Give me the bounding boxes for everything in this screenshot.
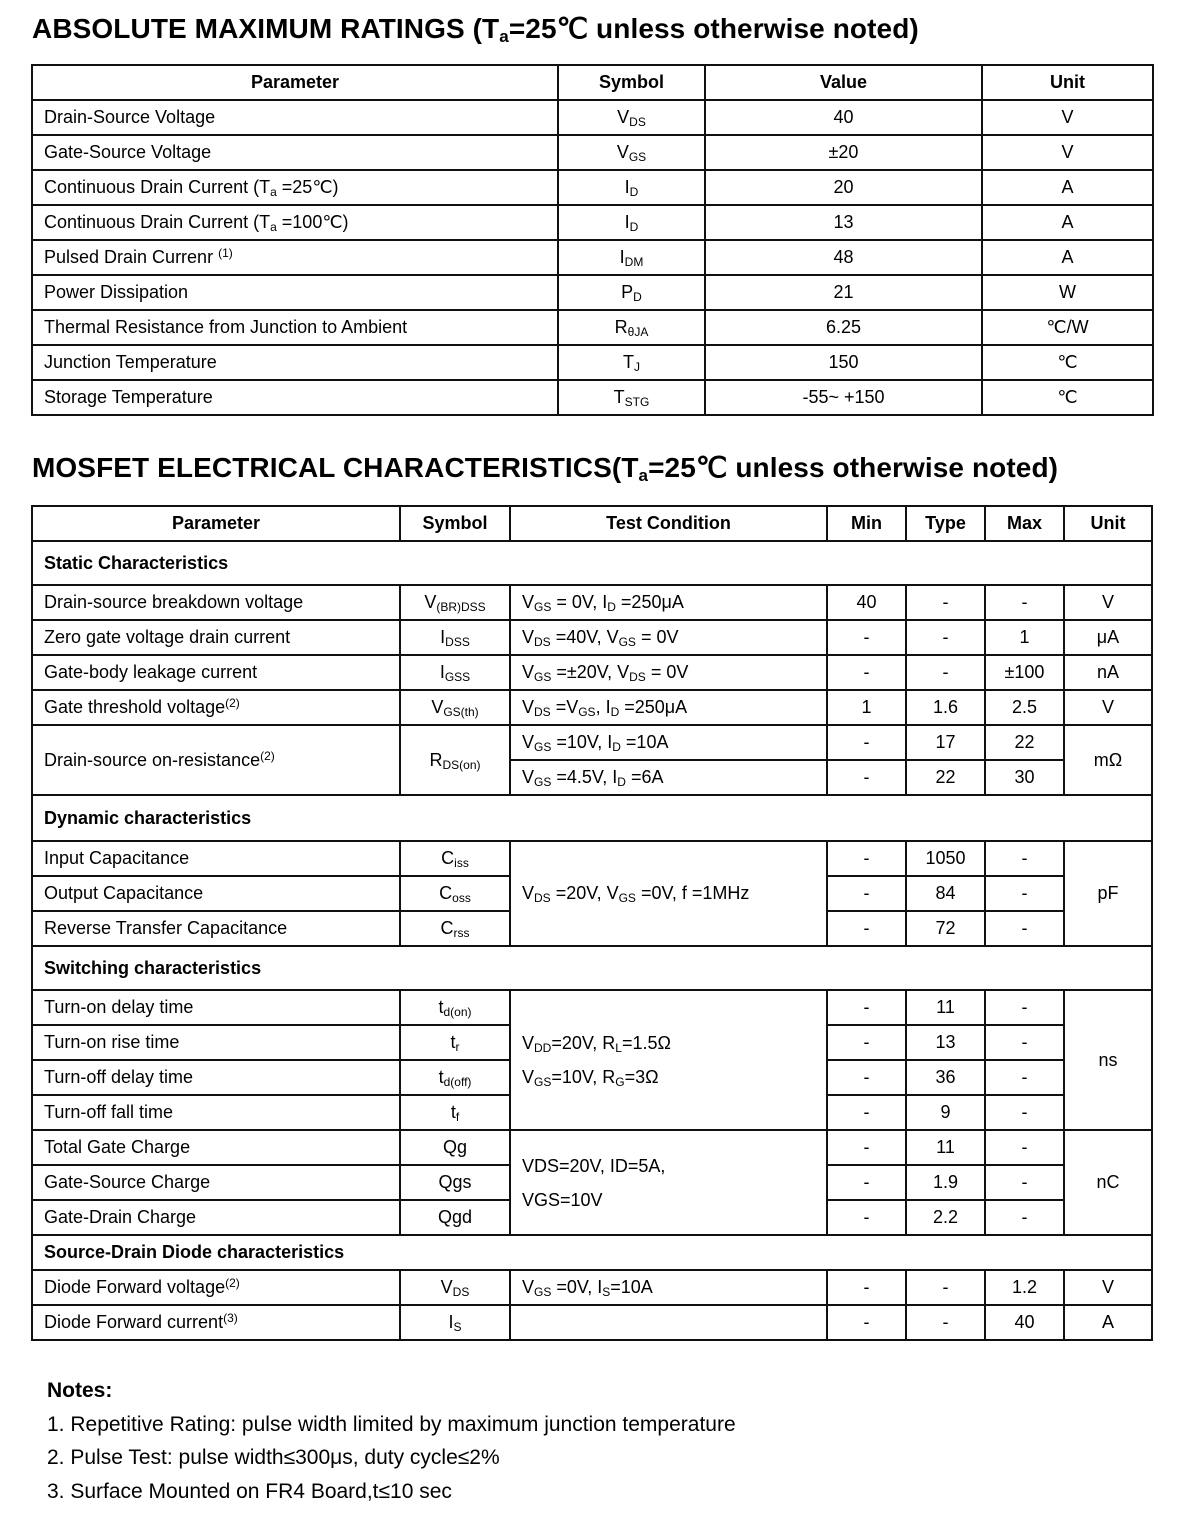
typ-cell: - [906,1270,985,1305]
min-cell: 1 [827,690,906,725]
symbol-cell: $I_S$ [400,1305,510,1340]
condition-cell: $V_{DS} =V_{GS}$, $I_D =250\mu A$ [510,690,827,725]
value-cell: 6.25 [705,310,982,345]
param-cell: Drain-Source Voltage [32,100,558,135]
unit-cell: μA [1064,620,1152,655]
unit-cell: nC [1064,1130,1152,1235]
symbol-cell: Qgd [400,1200,510,1235]
min-cell: - [827,1130,906,1165]
param-cell: Pulsed Drain Currenr $^{(1)}$ [32,240,558,275]
value-cell: 150 [705,345,982,380]
unit-cell: nA [1064,655,1152,690]
condition-cell [510,1305,827,1340]
param-cell: Output Capacitance [32,876,400,911]
symbol-cell: Qgs [400,1165,510,1200]
max-cell: - [985,1095,1064,1130]
table-row [32,310,1153,345]
max-cell: - [985,1130,1064,1165]
table-row [32,990,1152,1025]
symbol-cell: $t_r$ [400,1025,510,1060]
col-header-unit: Unit [982,65,1153,100]
table-header-row [32,506,1152,541]
table-row [32,725,1152,760]
col-header-symbol: Symbol [558,65,705,100]
symbol-cell: $R_{DS(on)}$ [400,725,510,795]
note-item: 2. Pulse Test: pulse width≤300μs, duty cycle≤2% [47,1446,500,1469]
min-cell: - [827,841,906,876]
section-title: Dynamic characteristics [32,795,1152,841]
unit-cell: V [1064,1270,1152,1305]
condition-line: VDS=20V, ID=5A, [522,1155,666,1176]
unit-cell: mΩ [1064,725,1152,795]
condition-cell: $V_{GS} = 0V$, $I_D =250\mu A$ [510,585,827,620]
value-cell: ±20 [705,135,982,170]
max-cell: 1.2 [985,1270,1064,1305]
col-header-value: Value [705,65,982,100]
unit-cell: ℃ [982,345,1153,380]
condition-line: VGS=10V [522,1189,603,1210]
max-cell: - [985,1200,1064,1235]
symbol-cell: $I_{DSS}$ [400,620,510,655]
symbol-cell: $P_D$ [558,275,705,310]
symbol-cell: $I_{DM}$ [558,240,705,275]
symbol-cell: $V_{GS}$ [558,135,705,170]
typ-cell: - [906,655,985,690]
param-cell: Gate-Source Charge [32,1165,400,1200]
note-item: 1. Repetitive Rating: pulse width limited by maximum junction temperature [47,1412,736,1436]
symbol-cell: $I_D$ [558,205,705,240]
param-cell: Diode Forward voltage$^{(2)}$ [32,1270,400,1305]
unit-cell: ℃ [982,380,1153,415]
param-cell: Gate-body leakage current [32,655,400,690]
param-cell: Drain-source breakdown voltage [32,585,400,620]
table-row [32,620,1152,655]
value-cell: 20 [705,170,982,205]
value-cell: 13 [705,205,982,240]
table-row [32,240,1153,275]
min-cell: - [827,655,906,690]
typ-cell: 17 [906,725,985,760]
param-cell: Zero gate voltage drain current [32,620,400,655]
typ-cell: 36 [906,1060,985,1095]
condition-cell: $V_{DS} =20V$, $V_{GS} =0V$, f =1MHz [510,841,827,946]
condition-cell: $V_{GS} =0V$, $I_S=10A$ [510,1270,827,1305]
symbol-cell: $I_{GSS}$ [400,655,510,690]
unit-cell: A [982,205,1153,240]
table-row [32,100,1153,135]
param-cell: Continuous Drain Current ($T_a$ =100℃) [32,205,558,240]
max-cell: - [985,585,1064,620]
symbol-cell: $t_f$ [400,1095,510,1130]
condition-cell: $V_{GS} =4.5V$, $I_D =6A$ [510,760,827,795]
param-cell: Thermal Resistance from Junction to Ambient [32,310,558,345]
min-cell: - [827,1165,906,1200]
max-cell: 2.5 [985,690,1064,725]
table-row [32,345,1153,380]
section-row-diode [32,1235,1152,1270]
max-cell: 1 [985,620,1064,655]
typ-cell: 1.6 [906,690,985,725]
max-cell: 40 [985,1305,1064,1340]
unit-cell: V [1064,585,1152,620]
value-cell: 21 [705,275,982,310]
notes-title: Notes: [47,1379,113,1402]
min-cell: - [827,1200,906,1235]
symbol-cell: $T_J$ [558,345,705,380]
section-title: Switching characteristics [32,946,1152,990]
table-row [32,135,1153,170]
col-header-symbol: Symbol [400,506,510,541]
section-title: Static Characteristics [32,541,1152,585]
absolute-max-ratings-table [31,64,1154,416]
typ-cell: 84 [906,876,985,911]
section-row-static [32,541,1152,585]
max-cell: - [985,911,1064,946]
typ-cell: 2.2 [906,1200,985,1235]
param-cell: Turn-off fall time [32,1095,400,1130]
value-cell: -55~ +150 [705,380,982,415]
table-row [32,655,1152,690]
col-header-type: Type [906,506,985,541]
param-cell: Storage Temperature [32,380,558,415]
symbol-cell: $I_D$ [558,170,705,205]
unit-cell: W [982,275,1153,310]
value-cell: 48 [705,240,982,275]
min-cell: - [827,1270,906,1305]
condition-line: $V_{GS}=10V$, $R_G=3\Omega$ [522,1067,659,1089]
electrical-characteristics-table [31,505,1153,1341]
col-header-parameter: Parameter [32,65,558,100]
min-cell: 40 [827,585,906,620]
min-cell: - [827,1060,906,1095]
table-header-row [32,65,1153,100]
typ-cell: 1050 [906,841,985,876]
min-cell: - [827,725,906,760]
max-cell: - [985,876,1064,911]
param-cell: Turn-on delay time [32,990,400,1025]
col-header-max: Max [985,506,1064,541]
symbol-cell: $V_{GS(th)}$ [400,690,510,725]
typ-cell: 22 [906,760,985,795]
table-row [32,380,1153,415]
typ-cell: - [906,585,985,620]
condition-cell: $V_{GS} =\pm 20V$, $V_{DS} = 0V$ [510,655,827,690]
table-row [32,1130,1152,1165]
param-cell: Diode Forward current$^{(3)}$ [32,1305,400,1340]
typ-cell: 11 [906,1130,985,1165]
notes-section [47,1374,736,1508]
symbol-cell: $t_{d(off)}$ [400,1060,510,1095]
table-row [32,275,1153,310]
max-cell: - [985,841,1064,876]
param-cell: Turn-off delay time [32,1060,400,1095]
param-cell: Total Gate Charge [32,1130,400,1165]
max-cell: - [985,990,1064,1025]
param-cell: Junction Temperature [32,345,558,380]
typ-cell: 9 [906,1095,985,1130]
unit-cell: ns [1064,990,1152,1130]
min-cell: - [827,911,906,946]
note-item: 3. Surface Mounted on FR4 Board,t≤10 sec [47,1479,452,1503]
typ-cell: 11 [906,990,985,1025]
table-row [32,1270,1152,1305]
col-header-min: Min [827,506,906,541]
electrical-characteristics-title: MOSFET ELECTRICAL $CHARACTERISTICS(T_a=25℃$ unless otherwise noted) [32,452,1059,485]
unit-cell: V [982,100,1153,135]
typ-cell: 72 [906,911,985,946]
symbol-cell: $V_{(BR)DSS}$ [400,585,510,620]
param-cell: Input Capacitance [32,841,400,876]
param-cell: Drain-source on-resistance$^{(2)}$ [32,725,400,795]
col-header-parameter: Parameter [32,506,400,541]
symbol-cell: $T_{STG}$ [558,380,705,415]
symbol-cell: $V_{DS}$ [400,1270,510,1305]
unit-cell: ℃/W [982,310,1153,345]
min-cell: - [827,1025,906,1060]
absolute-max-ratings-title: ABSOLUTE MAXIMUM RATINGS ($T_a=25℃$ unless otherwise noted) [32,13,919,46]
param-cell: Power Dissipation [32,275,558,310]
symbol-cell: Qg [400,1130,510,1165]
typ-cell: 1.9 [906,1165,985,1200]
max-cell: ±100 [985,655,1064,690]
typ-cell: - [906,620,985,655]
symbol-cell: $C_{rss}$ [400,911,510,946]
symbol-cell: $R_{\theta JA}$ [558,310,705,345]
param-cell: Gate-Source Voltage [32,135,558,170]
max-cell: 30 [985,760,1064,795]
unit-cell: A [982,170,1153,205]
condition-cell [510,1130,827,1235]
table-row [32,205,1153,240]
typ-cell: - [906,1305,985,1340]
param-cell: Turn-on rise time [32,1025,400,1060]
param-cell: Continuous Drain Current ($T_a$ =25℃) [32,170,558,205]
condition-line: $V_{DD}=20V$, $R_L=1.5\Omega$ [522,1033,671,1055]
symbol-cell: $V_{DS}$ [558,100,705,135]
col-header-test-condition: Test Condition [510,506,827,541]
section-row-switching [32,946,1152,990]
min-cell: - [827,620,906,655]
param-cell: Gate-Drain Charge [32,1200,400,1235]
symbol-cell: $C_{oss}$ [400,876,510,911]
max-cell: - [985,1025,1064,1060]
min-cell: - [827,760,906,795]
unit-cell: pF [1064,841,1152,946]
table-row [32,170,1153,205]
min-cell: - [827,990,906,1025]
table-row [32,585,1152,620]
min-cell: - [827,1095,906,1130]
section-title: Source-Drain Diode characteristics [32,1235,1152,1270]
condition-cell: $V_{GS} =10V$, $I_D =10A$ [510,725,827,760]
unit-cell: A [1064,1305,1152,1340]
unit-cell: A [982,240,1153,275]
value-cell: 40 [705,100,982,135]
max-cell: - [985,1060,1064,1095]
section-row-dynamic [32,795,1152,841]
condition-cell [510,990,827,1130]
typ-cell: 13 [906,1025,985,1060]
unit-cell: V [982,135,1153,170]
param-cell: Reverse Transfer Capacitance [32,911,400,946]
min-cell: - [827,876,906,911]
table-row [32,841,1152,876]
param-cell: Gate threshold voltage$^{(2)}$ [32,690,400,725]
min-cell: - [827,1305,906,1340]
table-row [32,690,1152,725]
max-cell: - [985,1165,1064,1200]
symbol-cell: $C_{iss}$ [400,841,510,876]
symbol-cell: $t_{d(on)}$ [400,990,510,1025]
unit-cell: V [1064,690,1152,725]
max-cell: 22 [985,725,1064,760]
table-row [32,1305,1152,1340]
condition-cell: $V_{DS} =40V$, $V_{GS} = 0V$ [510,620,827,655]
col-header-unit: Unit [1064,506,1152,541]
